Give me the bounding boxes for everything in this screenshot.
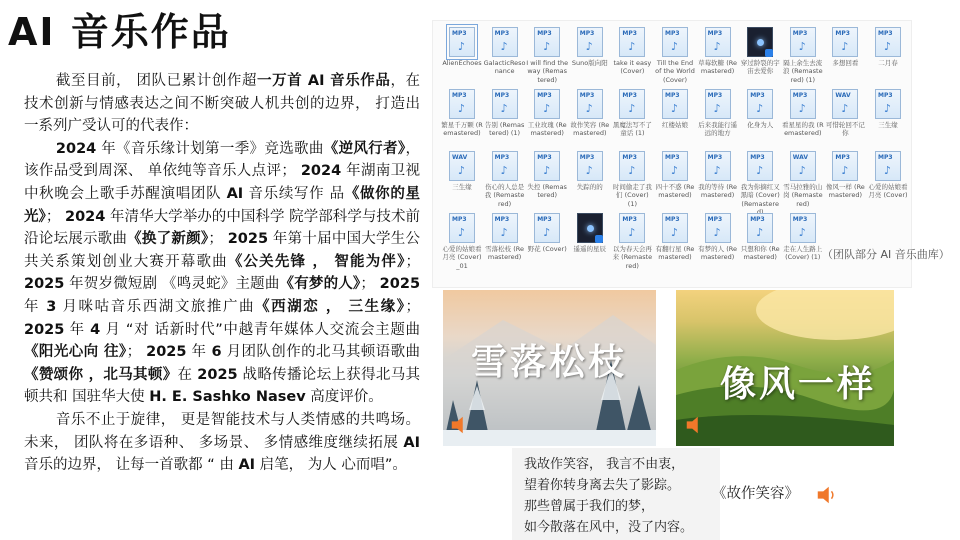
library-file-item[interactable] xyxy=(867,27,909,67)
file-name: 失踪的的 xyxy=(576,183,603,191)
file-type-label: MP3 xyxy=(750,216,765,223)
file-name: 雪马拉雅的山岗 (Remastered) xyxy=(783,183,823,208)
audio-file-icon: MP3 ♪ xyxy=(790,89,816,119)
audio-file-icon: MP3 ♪ xyxy=(747,89,773,119)
audio-file-icon: MP3 ♪ xyxy=(619,89,645,119)
audio-file-icon: MP3 ♪ xyxy=(875,89,901,119)
bold-text-run: 2024 xyxy=(65,208,106,225)
file-type-label: MP3 xyxy=(579,30,595,37)
bold-text-run: 6 xyxy=(211,344,222,361)
file-name: 四十不惑 (Remastered) xyxy=(655,183,695,200)
audio-file-icon: MP3 ♪ xyxy=(492,89,518,119)
page-title: AI 音乐作品 xyxy=(8,10,231,54)
library-file-item[interactable] xyxy=(739,151,781,217)
bold-text-run: 《赞颂你 ，北马其顿》 xyxy=(24,366,178,383)
library-file-item[interactable] xyxy=(654,151,696,200)
file-name: 失控 (Remastered) xyxy=(527,183,567,200)
library-file-item[interactable] xyxy=(824,151,866,200)
library-file-item[interactable] xyxy=(484,27,526,76)
text-run: 启笔， 为人 心而唱”。 xyxy=(255,457,407,474)
file-type-label: WAV xyxy=(452,154,468,161)
file-name: AlienEchoes xyxy=(442,59,482,67)
text-run: ； xyxy=(405,298,421,315)
audio-file-icon: MP3 ♪ xyxy=(705,151,731,181)
file-name: 二月春 xyxy=(878,59,898,67)
audio-file-icon: MP3 ♪ xyxy=(875,27,901,57)
file-type-label: MP3 xyxy=(494,154,510,161)
text-run: ，该作品受到周深、 单依纯等音乐人点评； xyxy=(24,140,420,180)
library-file-item[interactable] xyxy=(697,213,739,262)
file-name: 雪落松枝 (Remastered) xyxy=(485,245,524,262)
file-name: 有梦的人 (Remastered) xyxy=(698,245,737,262)
file-type-label: MP3 xyxy=(579,154,595,161)
lyric-line: 望着你转身离去失了影踪。 xyxy=(524,478,681,493)
file-name: 只想和你 (Remastered) xyxy=(740,245,780,262)
file-type-label: MP3 xyxy=(878,92,893,99)
audio-file-icon: MP3 ♪ xyxy=(705,89,731,119)
library-file-item[interactable] xyxy=(441,213,483,270)
file-type-label: MP3 xyxy=(452,30,467,37)
audio-file-icon: WAV ♪ xyxy=(790,151,816,181)
text-run: 截至目前， 团队已累计创作超 xyxy=(55,73,258,89)
file-name: 可惜轮回不记你 xyxy=(825,121,865,138)
file-type-label: MP3 xyxy=(878,30,893,37)
library-file-item[interactable] xyxy=(739,27,781,76)
file-name: 心爱的姑娘看月亮 (Cover) xyxy=(868,183,908,200)
text-run: 年 xyxy=(64,321,91,338)
library-file-item[interactable] xyxy=(611,213,653,270)
library-file-item[interactable] xyxy=(654,27,696,84)
audio-file-icon: MP3 ♪ xyxy=(577,151,603,181)
text-run: 战略传播论坛上获得北马其顿共和 国驻华大使 xyxy=(24,366,421,406)
file-name: 野花 (Cover) xyxy=(527,245,567,253)
speaker-icon[interactable] xyxy=(684,414,706,436)
song-cover-like-wind xyxy=(676,290,894,446)
library-file-item[interactable] xyxy=(739,213,781,262)
file-name: 隔上余生去流浪 (Remastered) (1) xyxy=(783,59,823,84)
bold-text-run: AI xyxy=(403,434,420,451)
audio-file-icon: MP3 ♪ xyxy=(790,27,816,57)
library-file-item[interactable] xyxy=(611,27,653,76)
file-type-label: MP3 xyxy=(622,216,637,223)
file-type-label: MP3 xyxy=(494,30,510,37)
library-file-item[interactable] xyxy=(697,151,739,200)
library-file-item[interactable] xyxy=(569,213,611,253)
bold-text-run: 2024 xyxy=(300,163,342,180)
paragraph-outlook xyxy=(24,409,420,477)
audio-file-icon: MP3 ♪ xyxy=(790,213,816,243)
library-file-item[interactable] xyxy=(441,89,483,138)
file-name: 红楼姑娘 xyxy=(662,121,688,129)
lyric-line: 那些曾属于我们的梦， xyxy=(524,499,655,514)
text-run: ； xyxy=(360,276,380,293)
file-name: I will find the way (Remastered) xyxy=(526,59,569,84)
audio-file-icon: MP3 ♪ xyxy=(662,151,688,181)
file-type-label: MP3 xyxy=(707,92,723,99)
file-type-label: MP3 xyxy=(707,154,723,161)
library-file-item[interactable] xyxy=(484,151,526,208)
library-file-item[interactable] xyxy=(654,89,696,129)
file-name: GalacticResonance xyxy=(483,59,526,76)
bold-text-run: 2025 xyxy=(24,276,65,293)
bold-text-run: 2024 xyxy=(55,140,97,157)
bold-text-run: 《西湖恋 ， 三生缘》 xyxy=(255,298,406,315)
audio-file-icon: MP3 ♪ xyxy=(534,213,560,243)
file-type-label: MP3 xyxy=(665,154,680,161)
bold-text-run: 《公关先锋 ， 智能为伴》 xyxy=(227,253,406,270)
audio-file-icon: MP3 ♪ xyxy=(619,151,645,181)
body-text xyxy=(24,70,420,477)
lyric-line: 如今散落在风中，没了内容。 xyxy=(524,520,694,535)
text-run: 音乐的边界， 让每一首歌都 “ 由 xyxy=(24,457,239,474)
file-name: 化身为人 xyxy=(747,121,774,129)
file-name: 故作笑容 (Remastered) xyxy=(570,121,610,138)
audio-file-icon: MP3 ♪ xyxy=(875,151,901,181)
library-file-item[interactable] xyxy=(782,151,824,208)
audio-file-icon: MP3 ♪ xyxy=(619,213,645,243)
file-name: 穿过龄裂的宇宙去爱你 xyxy=(740,59,780,76)
file-name: take it easy (Cover) xyxy=(613,59,652,76)
file-name: 我为你摘红又黑暗 (Cover) (Remastere xyxy=(740,183,780,208)
bold-text-run: AI xyxy=(226,185,244,202)
audio-file-icon: MP3 ♪ xyxy=(492,151,518,181)
library-file-item[interactable] xyxy=(611,151,653,208)
speaker-icon[interactable] xyxy=(815,484,837,506)
file-type-label: MP3 xyxy=(665,92,680,99)
file-type-label: MP3 xyxy=(835,154,850,161)
file-type-label: WAV xyxy=(835,92,851,99)
file-type-label: MP3 xyxy=(579,92,595,99)
library-file-item[interactable] xyxy=(782,27,824,84)
library-file-item[interactable] xyxy=(611,89,653,138)
audio-file-icon: MP3 ♪ xyxy=(662,89,688,119)
text-run: 年湖南卫视中秋晚会上歌手苏醒演唱团队 xyxy=(24,163,421,202)
speaker-icon[interactable] xyxy=(449,414,471,436)
file-name: 遥遥的星辰 xyxy=(573,245,607,253)
file-name: 像风一样 (Remastered) xyxy=(825,183,865,200)
file-type-label: MP3 xyxy=(452,216,467,223)
library-file-item[interactable] xyxy=(824,89,866,138)
audio-file-icon: MP3 ♪ xyxy=(534,89,560,119)
audio-file-icon: MP3 ♪ xyxy=(534,151,560,181)
library-file-item[interactable] xyxy=(441,151,483,191)
library-file-item[interactable] xyxy=(441,27,483,67)
library-file-item[interactable] xyxy=(867,151,909,200)
bold-text-run: 《阳光心向 往》 xyxy=(24,344,127,361)
file-name: 草莓软糖 (Remastered) xyxy=(698,59,737,76)
library-file-item[interactable] xyxy=(484,213,526,262)
audio-file-icon: MP3 ♪ xyxy=(577,27,603,57)
text-run: 年 xyxy=(24,298,47,315)
image-file-icon xyxy=(747,27,773,57)
text-run: 年 xyxy=(186,344,212,361)
audio-file-icon: MP3 ♪ xyxy=(747,213,773,243)
library-file-item[interactable] xyxy=(526,27,568,84)
bold-text-run: 《有梦的人》 xyxy=(279,276,361,293)
text-run: 高度评价。 xyxy=(305,389,383,406)
file-type-label: MP3 xyxy=(878,154,893,161)
text-run: 月团队创作的北马其顿语歌曲 xyxy=(221,344,421,361)
file-type-label: MP3 xyxy=(665,30,680,37)
paragraph-works xyxy=(24,138,420,409)
song-label: 《故作笑容》 xyxy=(712,486,799,502)
library-file-item[interactable] xyxy=(526,89,568,138)
file-type-label: MP3 xyxy=(622,154,637,161)
text-run: ； xyxy=(126,344,147,361)
library-file-item[interactable] xyxy=(526,151,568,200)
audio-file-icon: MP3 ♪ xyxy=(492,27,518,57)
library-file-item[interactable] xyxy=(782,213,824,262)
bold-text-run: 《做你的星光》 xyxy=(24,185,421,225)
library-file-item[interactable] xyxy=(782,89,824,138)
library-file-item[interactable] xyxy=(867,89,909,129)
file-name: 伤心的人总是我 (Remastered) xyxy=(484,183,525,208)
text-run: 年贺岁微短剧 《鸣灵蛇》主题曲 xyxy=(64,276,280,293)
file-type-label: MP3 xyxy=(750,154,765,161)
file-type-label: MP3 xyxy=(665,216,680,223)
bold-text-run: 《逆风行者》 xyxy=(323,140,406,157)
file-name: Till the End of the World (Cover) xyxy=(655,59,695,84)
file-type-label: WAV xyxy=(792,154,809,161)
text-run: ； xyxy=(45,208,65,225)
file-type-label: MP3 xyxy=(792,30,808,37)
text-run: 音乐续写作 品 xyxy=(243,185,345,202)
bold-text-run: 《换了新颜》 xyxy=(127,231,209,248)
audio-file-icon: MP3 ♪ xyxy=(449,89,475,119)
text-run: ； xyxy=(208,231,228,248)
image-file-icon xyxy=(577,213,603,243)
file-type-label: MP3 xyxy=(792,92,808,99)
library-file-item[interactable] xyxy=(569,27,611,67)
file-type-label: MP3 xyxy=(835,30,850,37)
file-type-label: MP3 xyxy=(622,30,637,37)
bold-text-run: H. E. Sashko Nasev xyxy=(149,389,306,406)
bold-text-run: 2025 xyxy=(379,276,421,293)
audio-file-icon: MP3 ♪ xyxy=(534,27,560,57)
file-type-label: MP3 xyxy=(537,216,552,223)
library-file-item[interactable] xyxy=(654,213,696,262)
file-name: 黑魔法写不了童话 (1) xyxy=(612,121,652,138)
audio-file-icon: MP3 ♪ xyxy=(705,27,731,57)
paragraph-intro xyxy=(24,70,420,138)
bold-text-run: AI xyxy=(238,457,256,474)
audio-file-icon: MP3 ♪ xyxy=(705,213,731,243)
audio-file-icon: MP3 ♪ xyxy=(449,27,475,57)
song-title-like-wind: 像风一样 xyxy=(720,363,877,405)
audio-file-icon: MP3 ♪ xyxy=(449,213,475,243)
audio-file-icon: MP3 ♪ xyxy=(492,213,518,243)
text-run: ； xyxy=(405,253,420,270)
file-name: 我的等待 (Remastered) xyxy=(698,183,737,200)
file-name: 繁星千万颗 (Remastered) xyxy=(441,121,483,138)
file-type-label: MP3 xyxy=(494,216,510,223)
file-name: 时间偷走了我们 (Cover) (1) xyxy=(612,183,652,208)
library-file-item[interactable] xyxy=(697,27,739,76)
text-run: 在 xyxy=(177,366,198,383)
file-type-label: MP3 xyxy=(452,92,467,99)
library-file-item[interactable] xyxy=(484,89,526,138)
file-name: 多想回看 xyxy=(832,59,859,67)
library-file-item[interactable] xyxy=(697,89,739,138)
file-name: 三生缘 xyxy=(878,121,898,129)
audio-file-icon: WAV ♪ xyxy=(832,89,858,119)
bold-text-run: 2025 xyxy=(24,321,65,338)
text-run: ，在技术创新与情感表达之间不断突破人机共创的边界， 打造出一系列广受认可的代表作： xyxy=(24,73,421,135)
audio-file-icon: MP3 ♪ xyxy=(662,213,688,243)
file-name: 心爱的姑娘看月亮 (Cover)_01 xyxy=(442,245,482,270)
bold-text-run: 2025 xyxy=(146,344,187,361)
file-type-label: MP3 xyxy=(707,216,723,223)
file-name: 告别 (Remastered) (1) xyxy=(484,121,525,138)
text-run: 音乐不止于旋律， 更是智能技术与人类情感的共鸣场。 未来， 团队将在多语种、 多场景、 多情感维度继续拓展 xyxy=(24,411,420,451)
bold-text-run: 一万首 AI 音乐作品 xyxy=(257,73,391,89)
file-name: 三生缘 xyxy=(452,183,472,191)
audio-file-icon: MP3 ♪ xyxy=(662,27,688,57)
file-name: 工业玫瑰 (Remastered) xyxy=(527,121,567,138)
file-type-label: MP3 xyxy=(537,92,552,99)
file-name: Suno版向阳 xyxy=(571,59,608,67)
file-name: 后来我能行遥远的地方 xyxy=(698,121,738,138)
text-run: 年《音乐缘计划第一季》竞选歌曲 xyxy=(96,140,324,157)
audio-file-icon: WAV ♪ xyxy=(449,151,475,181)
text-run: 月咪咕音乐西湖文旅推广曲 xyxy=(56,298,256,315)
bold-text-run: 4 xyxy=(90,321,101,338)
song-cover-snow-pine xyxy=(443,290,656,446)
bold-text-run: 2025 xyxy=(227,231,269,248)
library-file-item[interactable] xyxy=(739,89,781,129)
file-name: 有翻行星 (Remastered) xyxy=(655,245,695,262)
audio-file-icon: MP3 ♪ xyxy=(832,151,858,181)
file-name: 走在人生路上 (Cover) (1) xyxy=(783,245,823,262)
file-type-label: MP3 xyxy=(792,216,808,223)
library-file-item[interactable] xyxy=(526,213,568,253)
library-file-item[interactable] xyxy=(569,151,611,191)
song-title-snow-pine: 雪落松枝 xyxy=(471,341,628,383)
audio-file-icon: MP3 ♪ xyxy=(619,27,645,57)
audio-file-icon: MP3 ♪ xyxy=(747,151,773,181)
file-type-label: MP3 xyxy=(537,154,552,161)
file-name: 以为春天会再来 (Remastered) xyxy=(612,245,653,270)
file-type-label: MP3 xyxy=(622,92,637,99)
text-run: 年第十届中国大学生公共关系策划创业大赛开幕歌曲 xyxy=(24,231,421,270)
library-file-item[interactable] xyxy=(569,89,611,138)
file-type-label: MP3 xyxy=(494,92,510,99)
text-run: 月 “对 话新时代”中越青年媒体人交流会主题曲 xyxy=(100,321,420,338)
bold-text-run: 3 xyxy=(46,298,57,315)
bold-text-run: 2025 xyxy=(197,366,238,383)
file-name: 看星星的我 (Remastered) xyxy=(781,121,824,138)
lyric-line: 我故作笑容， 我言不由衷， xyxy=(524,457,685,472)
audio-file-icon: MP3 ♪ xyxy=(832,27,858,57)
text-run: 年清华大学举办的中国科学 院学部科学与技术前沿论坛展示歌曲 xyxy=(24,208,421,248)
library-caption: （团队部分 AI 音乐曲库） xyxy=(822,248,950,261)
file-type-label: MP3 xyxy=(750,92,765,99)
library-file-item[interactable] xyxy=(824,27,866,67)
lyrics-box xyxy=(512,448,720,540)
file-type-label: MP3 xyxy=(537,30,552,37)
audio-file-icon: MP3 ♪ xyxy=(577,89,603,119)
file-type-label: MP3 xyxy=(707,30,723,37)
